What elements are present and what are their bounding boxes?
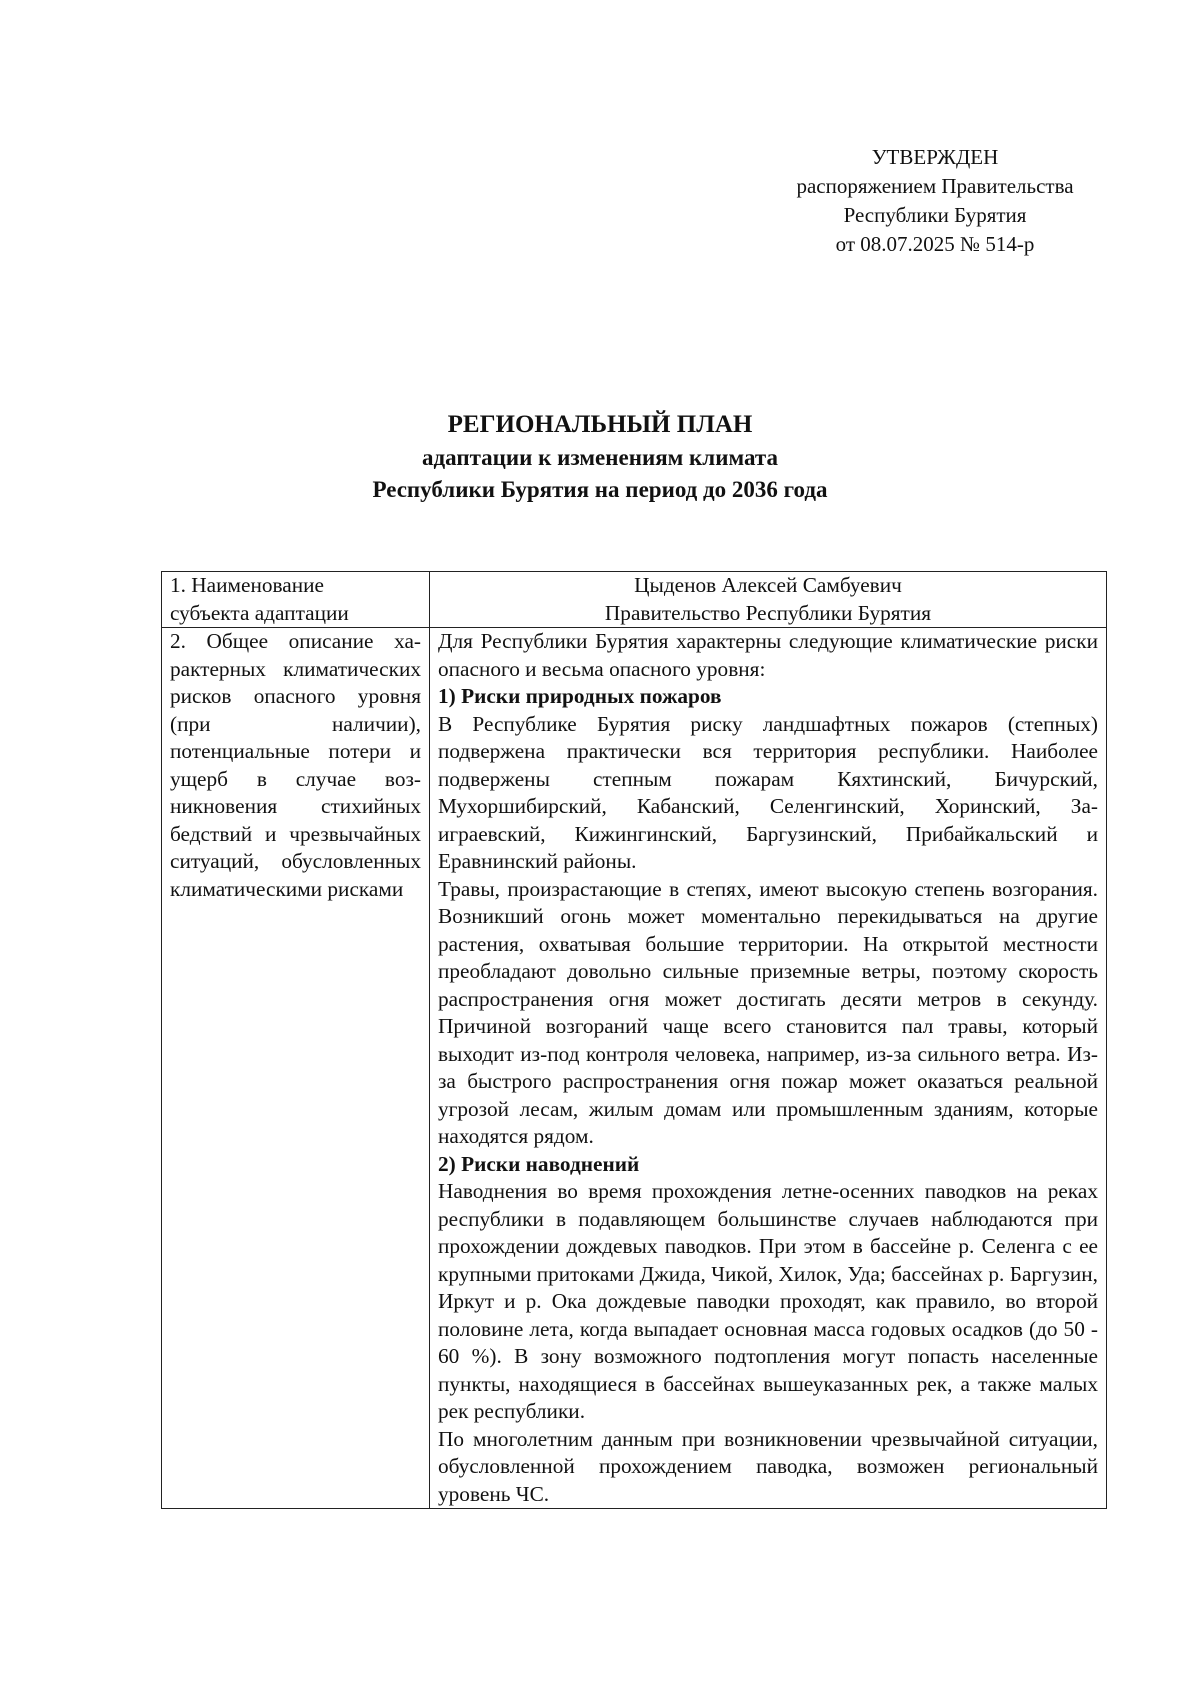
row-label: 1. Наименование (170, 573, 324, 597)
section-heading: 2) Риски наводнений (438, 1151, 640, 1176)
subject-name: Цыденов Алексей Самбуевич (634, 573, 902, 597)
subtitle-line: адаптации к изменениям климата (422, 445, 778, 470)
table-row (162, 572, 1107, 628)
row-label-cell (162, 572, 430, 628)
title-line: РЕГИОНАЛЬНЫЙ ПЛАН (447, 411, 753, 438)
approval-line: распоряжением Правительства (796, 174, 1074, 198)
paragraph: Наводнения во время прохождения летне-осенних паводков на реках республики в подавляющем большинстве случаев наблюдаются при прохождении дождевых паводков. При этом в бассейне р. Селенга с ее крупными притоками Джида, Чикой, Хилок, Уда; бассейнах р. Баргузин, Иркут и р. Ока дождевые паводки проходят, как правило, во второй половине лета, когда выпадает основная масса годовых осадков (до 50 - 60 %). В зону возможного подтопления могут попасть населенные пункты, находящиеся в бассейнах вышеуказанных рек, а также малых рек республики. (438, 1179, 1098, 1423)
row-value-cell (430, 572, 1107, 628)
row-label: 2. Общее описание характерных климатических рисков опасного уровня (при наличии), потенциальные потери и ущерб в случае возникновения стихийных бедствий и чрезвычайных ситуаций, обусловленных климатическими рисками (170, 629, 421, 901)
paragraph: По многолетним данным при возникновении чрезвычайной ситуации, обусловленной прохождением паводка, возможен региональный уровень ЧС. (438, 1426, 1098, 1506)
paragraph: В Республике Бурятия риску ландшафтных пожаров (степных) подвержена практически вся территория республики. Наиболее подвержены степным пожарам Кяхтинский, Бичурский, Мухоршибирский, Кабанский, Селенгинский, Хоринский, Заиграевский, Кижингинский, Баргузинский, Прибайкальский и Еравнинский районы. (438, 711, 1098, 873)
plan-table (161, 571, 1107, 1509)
paragraph: Травы, произрастающие в степях, имеют высокую степень возгорания. Возникший огонь может моментально перекидываться на другие растения, охватывая большие территории. На открытой местности преобладают довольно сильные приземные ветры, поэтому скорость распространения огня может достигать десяти метров в секунду. Причиной возгораний чаще всего становится пал травы, который выходит из-под контроля человека, например, из-за сильного ветра. Из-за быстрого распространения огня пожар может оказаться реальной угрозой лесам, жилым домам или промышленным зданиям, которые находятся рядом. (438, 876, 1098, 1148)
row-label: субъекта адаптации (170, 600, 349, 625)
approval-line: УТВЕРЖДЕН (871, 145, 999, 169)
subtitle-line: Республики Бурятия на период до 2036 года (372, 477, 828, 502)
document-title (0, 408, 1200, 506)
table-row (162, 628, 1107, 1509)
approval-date: от 08.07.2025 № 514-р (835, 232, 1035, 256)
row-label-cell (162, 628, 430, 1509)
row-value-cell (430, 628, 1107, 1509)
approval-line: Республики Бурятия (843, 203, 1027, 227)
risk-intro: Для Республики Бурятия характерны следующие климатические риски опасного и весьма опасного уровня: (438, 629, 1098, 681)
subject-organization: Правительство Республики Бурятия (604, 600, 932, 625)
approval-stamp (770, 143, 1100, 259)
section-heading: 1) Риски природных пожаров (438, 684, 722, 708)
